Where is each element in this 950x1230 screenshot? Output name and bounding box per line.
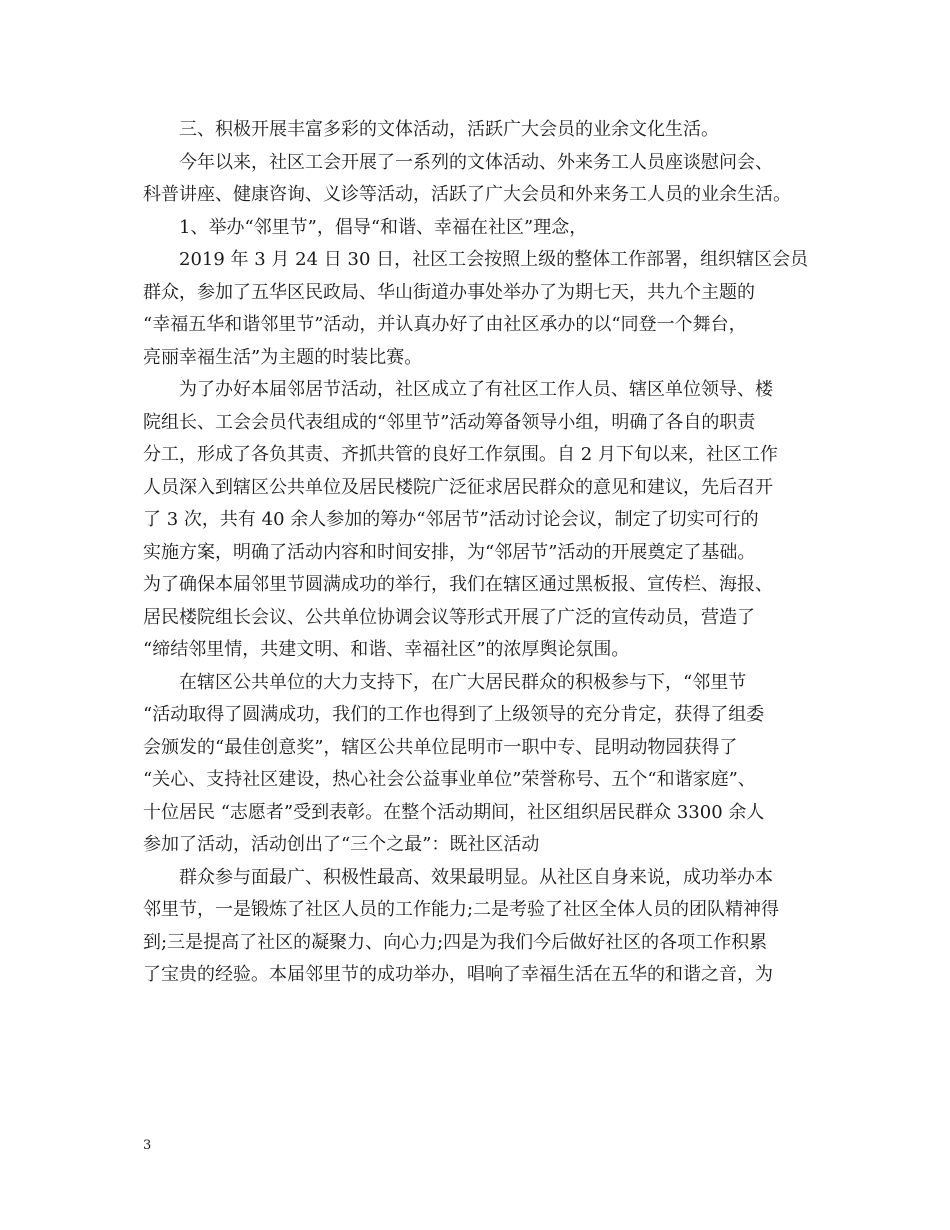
text-line: 院组长、工会会员代表组成的“邻里节”活动筹备领导小组，明确了各自的职责 [143, 411, 756, 433]
text-line: 十位居民 “志愿者”受到表彰。在整个活动期间，社区组织居民群众 3300 余人 [143, 801, 765, 823]
text-line: 参加了活动，活动创出了“三个之最”：既社区活动 [143, 834, 540, 855]
text-line: 了 3 次，共有 40 余人参加的筹办“邻居节”活动讨论会议，制定了切实可行的 [143, 509, 759, 530]
text-line: “幸福五华和谐邻里节”活动，并认真办好了由社区承办的以“同登一个舞台， [143, 314, 747, 335]
text-line: 今年以来，社区工会开展了一系列的文体活动、外来务工人员座谈慰问会、 [179, 151, 773, 173]
text-line: 到;三是提高了社区的凝聚力、向心力;四是为我们今后做好社区的各项工作积累 [143, 931, 768, 953]
text-line: 1、举办“邻里节”，倡导“和谐、幸福在社区”理念， [179, 216, 588, 238]
text-line: 实施方案，明确了活动内容和时间安排，为“邻居节”活动的开展奠定了基础。 [143, 541, 756, 563]
text-line: 2019 年 3 月 24 日 30 日，社区工会按照上级的整体工作部署，组织辖区会员 [179, 249, 809, 270]
text-line: 为了确保本届邻里节圆满成功的举行，我们在辖区通过黑板报、宣传栏、海报、 [143, 574, 773, 595]
text-line: 科普讲座、健康咨询、义诊等活动，活跃了广大会员和外来务工人员的业余生活。 [143, 184, 791, 205]
text-line: “缔结邻里情，共建文明、和谐、幸福社区”的浓厚舆论氛围。 [143, 639, 630, 660]
text-line: 亮丽幸福生活”为主题的时装比赛。 [143, 346, 423, 368]
text-line: 群众参与面最广、积极性最高、效果最明显。从社区自身来说，成功举办本 [179, 866, 773, 888]
text-line: 为了办好本届邻居节活动，社区成立了有社区工作人员、辖区单位领导、楼 [179, 379, 773, 400]
text-line: 在辖区公共单位的大力支持下，在广大居民群众的积极参与下，“邻里节 [179, 671, 747, 693]
text-line: 邻里节，一是锻炼了社区人员的工作能力;二是考验了社区全体人员的团队精神得 [143, 899, 780, 920]
text-line: 群众，参加了五华区民政局、华山街道办事处举办了为期七天，共九个主题的 [143, 281, 755, 303]
text-line: “关心、支持社区建设，热心社会公益事业单位”荣誉称号、五个“和谐家庭”、 [143, 769, 756, 790]
text-line: “活动取得了圆满成功，我们的工作也得到了上级领导的充分肯定，获得了组委 [143, 704, 765, 725]
text-line: 分工，形成了各负其责、齐抓共管的良好工作氛围。自 2 月下旬以来，社区工作 [143, 444, 778, 465]
text-line: 居民楼院组长会议、公共单位协调会议等形式开展了广泛的宣传动员，营造了 [143, 606, 755, 628]
text-line: 三、积极开展丰富多彩的文体活动，活跃广大会员的业余文化生活。 [179, 119, 719, 140]
text-line: 人员深入到辖区公共单位及居民楼院广泛征求居民群众的意见和建议，先后召开 [143, 476, 773, 498]
document-body [143, 114, 813, 992]
text-line: 会颁发的“最佳创意奖”，辖区公共单位昆明市一职中专、昆明动物园获得了 [143, 736, 738, 758]
page-number: 3 [143, 1138, 152, 1153]
text-line: 了宝贵的经验。本届邻里节的成功举办，唱响了幸福生活在五华的和谐之音，为 [143, 964, 773, 985]
